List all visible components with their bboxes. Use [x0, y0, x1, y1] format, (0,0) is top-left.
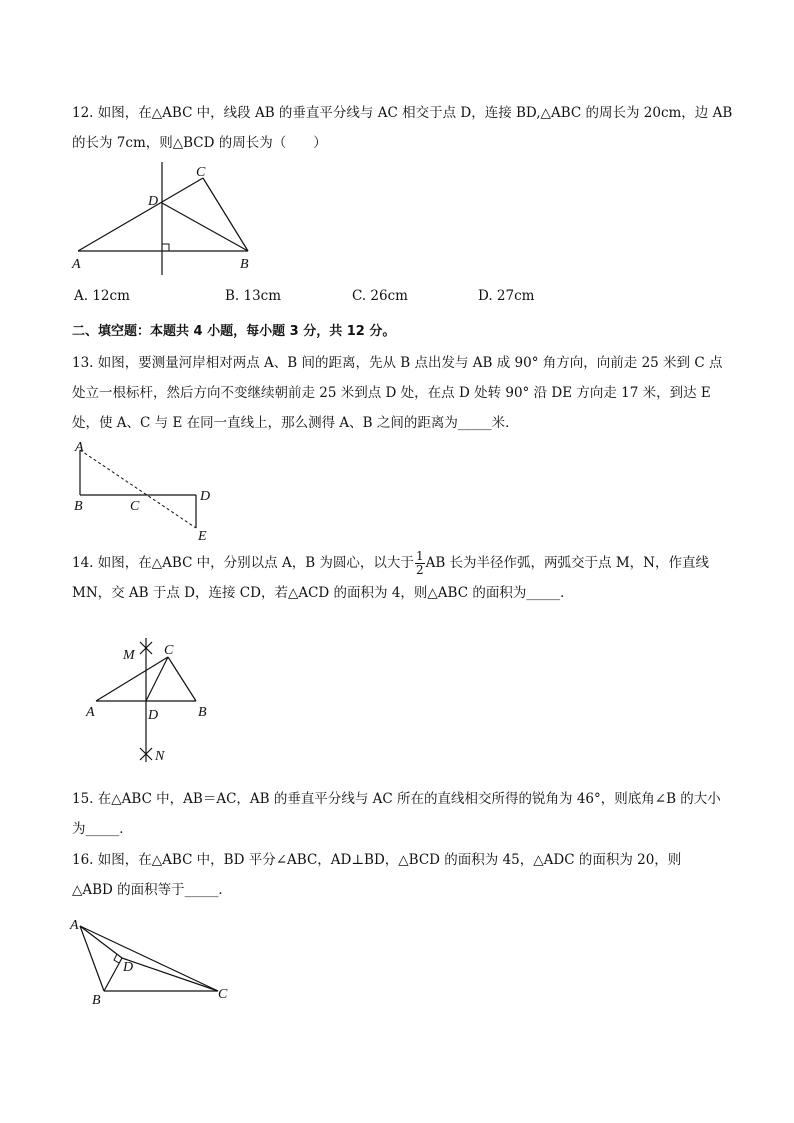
figure-q14	[80, 632, 220, 768]
segment-cb	[168, 657, 196, 701]
label-b: B	[240, 257, 249, 272]
segment-db	[162, 203, 248, 251]
label-c: C	[130, 499, 140, 514]
segment-bd	[104, 958, 122, 991]
figure-q13	[66, 438, 226, 543]
question-12	[72, 98, 733, 158]
label-e: E	[198, 529, 207, 544]
question-13-line-2: 处立一根标杆，然后方向不变继续朝前走 25 米到点 D 处，在点 D 处转 90° 沿 DE 方向走 17 米，到达 E	[72, 385, 711, 401]
option-c[interactable]: C. 26cm	[352, 288, 408, 304]
option-a[interactable]: A. 12cm	[74, 288, 130, 304]
question-14-text-b: AB 长为半径作弧，两弧交于点 M，N，作直线	[425, 555, 709, 571]
question-15-line-1: 15. 在△ABC 中，AB＝AC，AB 的垂直平分线与 AC 所在的直线相交所得的锐角为 46°，则底角∠B 的大小	[72, 791, 721, 807]
segment-dc	[122, 958, 218, 991]
label-c: C	[196, 165, 206, 180]
label-a: A	[70, 918, 79, 933]
label-n: N	[155, 749, 165, 764]
label-c: C	[164, 643, 174, 658]
label-b: B	[74, 499, 83, 514]
fraction-numerator: 1	[415, 549, 424, 563]
label-d: D	[200, 489, 211, 504]
question-13-line-3: 处，使 A、C 与 E 在同一直线上，那么测得 A、B 之间的距离为_____米．	[72, 415, 519, 431]
question-16-line-2: △ABD 的面积等于_____．	[72, 882, 232, 898]
question-15	[72, 784, 722, 844]
question-14-text-a: 14. 如图，在△ABC 中，分别以点 A，B 为圆心，以大于	[72, 555, 414, 571]
question-13-line-1: 13. 如图，要测量河岸相对两点 A、B 间的距离，先从 B 点出发与 AB 成 90° 角方向，向前走 25 米到 C 点	[72, 355, 723, 371]
fraction-denominator: 2	[415, 563, 424, 577]
figure-q12	[60, 158, 290, 278]
label-d: D	[123, 960, 134, 975]
label-m: M	[123, 648, 135, 663]
question-15-line-2: 为_____．	[72, 821, 133, 837]
question-12-line-2: 的长为 7cm，则△BCD 的周长为（ ）	[72, 135, 327, 151]
segment-ac	[78, 178, 203, 251]
question-12-line-1: 12. 如图，在△ABC 中，线段 AB 的垂直平分线与 AC 相交于点 D，连接 BD,△ABC 的周长为 20cm，边 AB	[72, 105, 733, 121]
option-d[interactable]: D. 27cm	[478, 288, 535, 304]
label-a: A	[75, 440, 84, 455]
question-12-options	[72, 288, 722, 310]
dashed-line-ae	[80, 450, 196, 528]
question-16	[72, 845, 722, 905]
label-b: B	[92, 993, 101, 1008]
label-c: C	[218, 987, 228, 1002]
question-13	[72, 348, 722, 438]
question-14-line-2: MN，交 AB 于点 D，连接 CD，若△ACD 的面积为 4，则△ABC 的面积为_____．	[72, 585, 574, 601]
fraction-one-half	[415, 550, 425, 577]
label-b: B	[198, 705, 207, 720]
label-a: A	[72, 257, 81, 272]
question-14	[72, 548, 722, 608]
section-heading-fill-in: 二、填空题：本题共 4 小题，每小题 3 分，共 12 分。	[72, 324, 396, 339]
label-a: A	[86, 705, 95, 720]
label-d: D	[148, 708, 159, 723]
question-14-line-1	[72, 548, 722, 578]
figure-q16	[66, 915, 246, 1008]
segment-cb	[203, 178, 248, 251]
question-16-line-1: 16. 如图，在△ABC 中，BD 平分∠ABC，AD⊥BD，△BCD 的面积为 45，△ADC 的面积为 20，则	[72, 852, 682, 868]
label-d: D	[148, 194, 159, 209]
right-angle-mark	[162, 244, 169, 251]
option-b[interactable]: B. 13cm	[225, 288, 282, 304]
